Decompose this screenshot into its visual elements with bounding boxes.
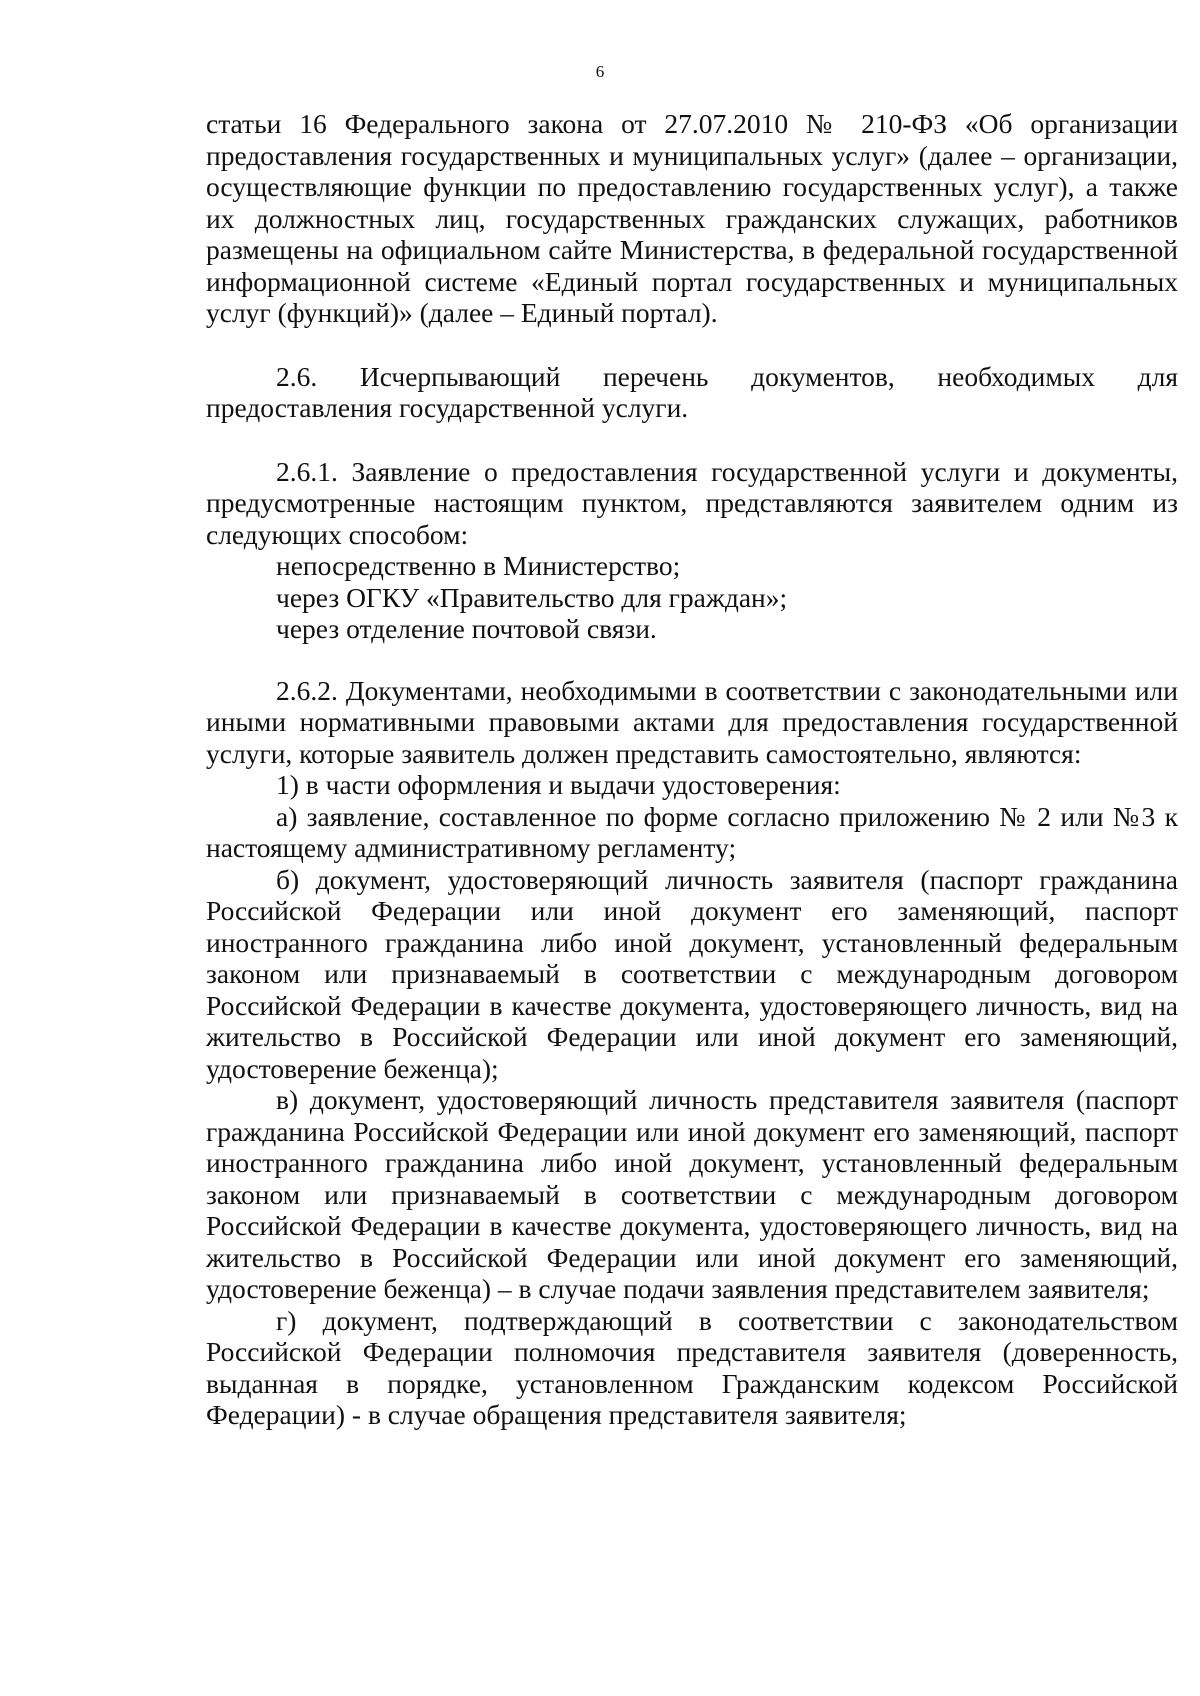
- list-item: через ОГКУ «Правительство для граждан»;: [276, 581, 788, 613]
- paragraph-continuation: статьи 16 Федерального закона от 27.07.2010 № 210-ФЗ «Об организации предоставления государственных и муниципальных услуг» (далее – организации, осуществляющие функции по предоставлению государственных услуг), а также их должностных лиц, государственных гражданских служащих, работников размещены на официальном сайте Министерства, в федеральной государственной информационной системе «Единый портал государственных и муниципальных услуг (функций)» (далее – Единый портал).: [206, 108, 1178, 328]
- list-item: непосредственно в Министерство;: [276, 550, 681, 581]
- document-body: [206, 108, 1178, 1431]
- subitem-a: а) заявление, составленное по форме согласно приложению № 2 или №3 к настоящему административному регламенту;: [206, 800, 1178, 863]
- section-heading-2-6: 2.6. Исчерпывающий перечень документов, необходимых для предоставления государственной услуги.: [206, 360, 1178, 423]
- subitem-b: б) документ, удостоверяющий личность заявителя (паспорт гражданина Российской Федерации или иной документ его заменяющий, паспорт иностранного гражданина либо иной документ, установленный федеральным законом или признаваемый в соответствии с международным договором Российской Федерации в качестве документа, удостоверяющего личность, вид на жительство в Российской Федерации или иной документ его заменяющий, удостоверение беженца);: [206, 863, 1178, 1084]
- paragraph-2-6-1: 2.6.1. Заявление о предоставления государственной услуги и документы, предусмотренные настоящим пунктом, представляются заявителем одним из следующих способом:: [206, 455, 1178, 550]
- paragraph-2-6-2: 2.6.2. Документами, необходимыми в соответствии с законодательными или иными нормативными правовыми актами для предоставления государственной услуги, которые заявитель должен представить самостоятельно, являются:: [206, 674, 1178, 769]
- subitem-v: в) документ, удостоверяющий личность представителя заявителя (паспорт гражданина Российской Федерации или иной документ его заменяющий, паспорт иностранного гражданина либо иной документ, установленный федеральным законом или признаваемый в соответствии с международным договором Российской Федерации в качестве документа, удостоверяющего личность, вид на жительство в Российской Федерации или иной документ его заменяющий, удостоверение беженца) – в случае подачи заявления представителем заявителя;: [206, 1084, 1178, 1304]
- subitem-1: 1) в части оформления и выдачи удостоверения:: [276, 769, 841, 800]
- page-number: 6: [595, 62, 605, 81]
- subitem-g: г) документ, подтверждающий в соответствии с законодательством Российской Федерации полномочия представителя заявителя (доверенность, выданная в порядке, установленном Гражданским кодексом Российской Федерации) - в случае обращения представителя заявителя;: [206, 1304, 1178, 1430]
- list-item: через отделение почтовой связи.: [276, 613, 657, 644]
